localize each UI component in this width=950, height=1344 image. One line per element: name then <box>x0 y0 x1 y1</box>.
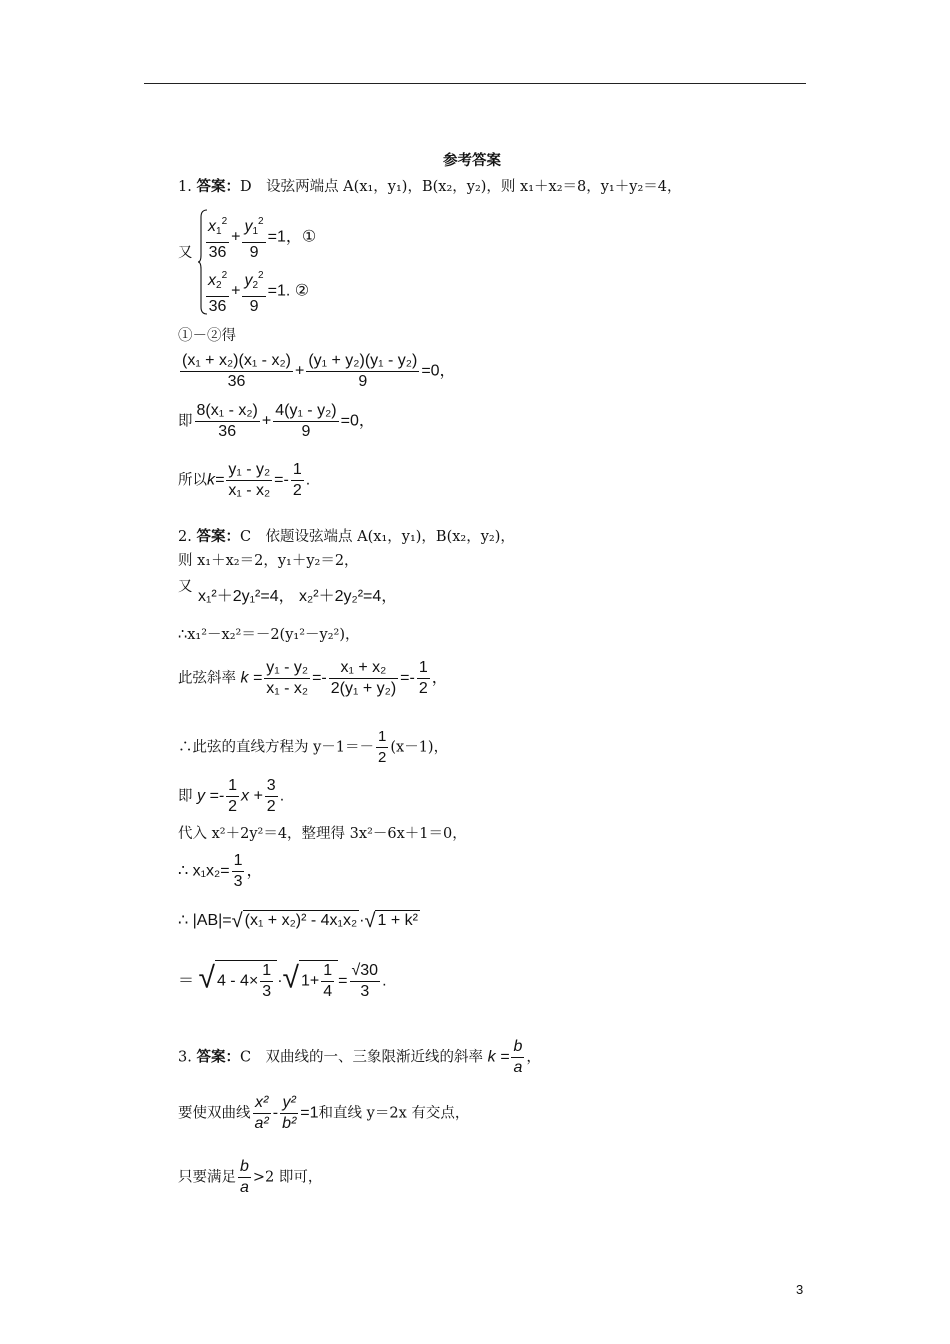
eq1-frac-y: $\frac{y_1^2}{9}$ <box>242 212 265 263</box>
q2-line4: ∴x₁²－x₂²＝－2(y₁²－y₂²)， <box>178 627 360 643</box>
x1x2-tail: ， <box>246 862 263 880</box>
x1x2-frac: $\frac{1}{3}$ <box>233 852 243 890</box>
y-eq-frac-2: $\frac{3}{2}$ <box>266 777 276 815</box>
q3-line3-pre: 只要满足 <box>178 1169 236 1186</box>
result-rad-2: 1+ $\frac{1}{4}$ <box>299 960 338 1002</box>
q2-x1x2 <box>178 851 263 892</box>
page-number: 3 <box>796 1282 804 1297</box>
slope-frac-3: $\frac{1}{2}$ <box>418 659 428 697</box>
q2-ab: ∴ |AB|=√ (x₁ + x₂)² - 4x₁x₂ ·√ 1 + k² <box>178 910 418 932</box>
q3-ba-frac: $\frac{b}{a}$ <box>513 1038 523 1076</box>
eq1-frac-x: $\frac{x_1^2}{36}$ <box>206 212 229 263</box>
q2-answer-label: 答案： <box>196 528 240 545</box>
q1-subtract: ①－②得 <box>178 328 236 344</box>
ab-radicand-1: (x₁ + x₂)² - 4x₁x₂ <box>244 912 358 929</box>
q1-you: 又 <box>178 245 193 261</box>
line-eq-pre: ∴此弦的直线方程为 y－1＝－ <box>178 739 375 756</box>
y-eq-frac-1: $\frac{1}{2}$ <box>228 777 237 815</box>
slope-label: 此弦斜率 <box>178 670 236 687</box>
q2-result: ＝ √ 4 - 4× $\frac{1}{3}$ ·√ 1+ $\frac{1}{4}$ = $\frac{√30}{3}$ . <box>178 961 387 1000</box>
page-title: 参考答案 <box>443 152 501 169</box>
q3-line2-pre: 要使双曲线 <box>178 1105 251 1122</box>
q1-line3: 所以k= $\frac{\text{y₁ - y₂}}{\text{x₁ - x₂}}$ =- $\frac{1}{2}$ . <box>178 461 311 499</box>
q3-k: k = <box>487 1048 510 1066</box>
q3-header <box>178 1037 541 1078</box>
eq2-tail: =1. ② <box>267 282 310 300</box>
q1-line1: $\frac{\text{(x₁ + x₂)(x₁ - x₂)}}{36}$ + $\frac{\text{(y₁ + y₂)(y₁ - y₂)}}{9}$ =0， <box>182 352 456 390</box>
q3-y-frac: $\frac{\text{y²}}{\text{b²}}$ <box>282 1094 297 1132</box>
q1-number: 1. <box>178 179 192 195</box>
eq2-frac-y: $\frac{y_2^2}{9}$ <box>242 266 265 317</box>
slope-k: k = <box>240 669 263 687</box>
q2-number: 2. <box>178 529 192 545</box>
line-eq-tail: (x－1)， <box>390 739 449 756</box>
l2-tail: =0， <box>340 412 375 430</box>
q2-line-eq <box>178 727 448 768</box>
k-frac: $\frac{\text{y₁ - y₂}}{\text{x₁ - x₂}}$ <box>228 461 271 499</box>
q3-tail: ， <box>526 1049 541 1066</box>
q3-ba-frac-2: $\frac{b}{a}$ <box>240 1158 249 1196</box>
q1-eq1: $\frac{x_1^2}{36}$ + $\frac{y_1^2}{9}$ =1，① <box>204 212 316 263</box>
l1-frac-a: $\frac{\text{(x₁ + x₂)(x₁ - x₂)}}{36}$ <box>182 352 291 390</box>
q1-header-text: D 设弦两端点 A(x₁，y₁)，B(x₂，y₂)，则 x₁＋x₂＝8，y₁＋y₂＝4， <box>239 179 682 195</box>
result-tail: . <box>382 972 387 990</box>
q2-eqs: x₁²＋2y₁²=4， x₂²＋2y₂²=4， <box>198 588 398 605</box>
q1-ji: 即 <box>178 413 193 430</box>
y-eq-mid: x + <box>240 787 263 805</box>
header-rule <box>144 83 806 84</box>
q3-line2-tail: 和直线 y＝2x 有交点， <box>318 1105 470 1122</box>
ab-pre: ∴ |AB|= <box>178 912 232 929</box>
q1-header <box>178 178 681 196</box>
result-frac: $\frac{√30}{3}$ <box>351 962 379 1000</box>
q1-k: k= <box>207 471 225 489</box>
q2-sub-line: 代入 x²＋2y²＝4，整理得 3x²－6x＋1＝0， <box>178 826 467 842</box>
q3-minus: - <box>272 1104 279 1122</box>
ab-radicand-2: 1 + k² <box>377 912 418 929</box>
q3-line3-tail: >2 即可， <box>252 1169 323 1186</box>
q2-you: 又 <box>178 579 193 595</box>
q1-suoyi: 所以 <box>178 472 207 489</box>
l1-frac-b: $\frac{\text{(y₁ + y₂)(y₁ - y₂)}}{9}$ <box>308 352 418 390</box>
slope-mid: =- <box>312 669 327 687</box>
q1-answer-label: 答案： <box>196 178 240 195</box>
q2-ji: 即 <box>178 788 193 805</box>
q2-header <box>178 528 515 546</box>
q3-line2 <box>178 1093 469 1134</box>
slope-mid-2: =- <box>400 669 415 687</box>
half-frac: $\frac{1}{2}$ <box>292 461 302 499</box>
y-eq-pre: y =- <box>196 787 225 805</box>
l2-frac-a: $\frac{\text{8(x₁ - x₂)}}{36}$ <box>196 402 258 440</box>
slope-frac-2: $\frac{\text{x₁ + x₂}}{\text{2(y₁ + y₂)}}$ <box>330 659 397 697</box>
q2-line2: 则 x₁＋x₂＝2，y₁＋y₂＝2， <box>178 553 359 569</box>
q1-eq2: $\frac{x_2^2}{36}$ + $\frac{y_2^2}{9}$ =1. ② <box>204 266 309 317</box>
q3-eq1: =1 <box>300 1104 319 1122</box>
y-eq-tail: . <box>279 787 285 805</box>
result-rad-1: 4 - 4× $\frac{1}{3}$ <box>215 960 277 1002</box>
l1-tail: =0， <box>421 362 456 380</box>
q2-header-text: C 依题设弦端点 A(x₁，y₁)，B(x₂，y₂)， <box>239 529 515 545</box>
eq2-frac-x: $\frac{x_2^2}{36}$ <box>206 266 229 317</box>
slope-tail: ， <box>431 669 448 687</box>
q3-header-text: C 双曲线的一、三象限渐近线的斜率 <box>239 1049 484 1066</box>
ab-dot: · <box>359 912 365 929</box>
q3-number: 3. <box>178 1049 192 1066</box>
result-eq: ＝ <box>178 972 195 990</box>
k-mid: =- <box>274 471 289 489</box>
result-eq-2: = <box>338 972 348 990</box>
q3-x-frac: $\frac{\text{x²}}{\text{a²}}$ <box>254 1094 269 1132</box>
q3-line3 <box>178 1157 322 1198</box>
l2-frac-b: $\frac{\text{4(y₁ - y₂)}}{9}$ <box>275 402 337 440</box>
q2-y-eq <box>178 776 284 817</box>
line-eq-frac: $\frac{1}{2}$ <box>378 728 387 766</box>
eq1-tail: =1，① <box>267 228 317 246</box>
q2-slope <box>178 658 448 699</box>
q1-line2: 即 $\frac{\text{8(x₁ - x₂)}}{36}$ + $\frac{\text{4(y₁ - y₂)}}{9}$ =0， <box>178 402 375 440</box>
q3-answer-label: 答案： <box>196 1048 240 1066</box>
x1x2-pre: ∴ x₁x₂= <box>178 862 230 880</box>
slope-frac-1: $\frac{\text{y₁ - y₂}}{\text{x₁ - x₂}}$ <box>266 659 309 697</box>
